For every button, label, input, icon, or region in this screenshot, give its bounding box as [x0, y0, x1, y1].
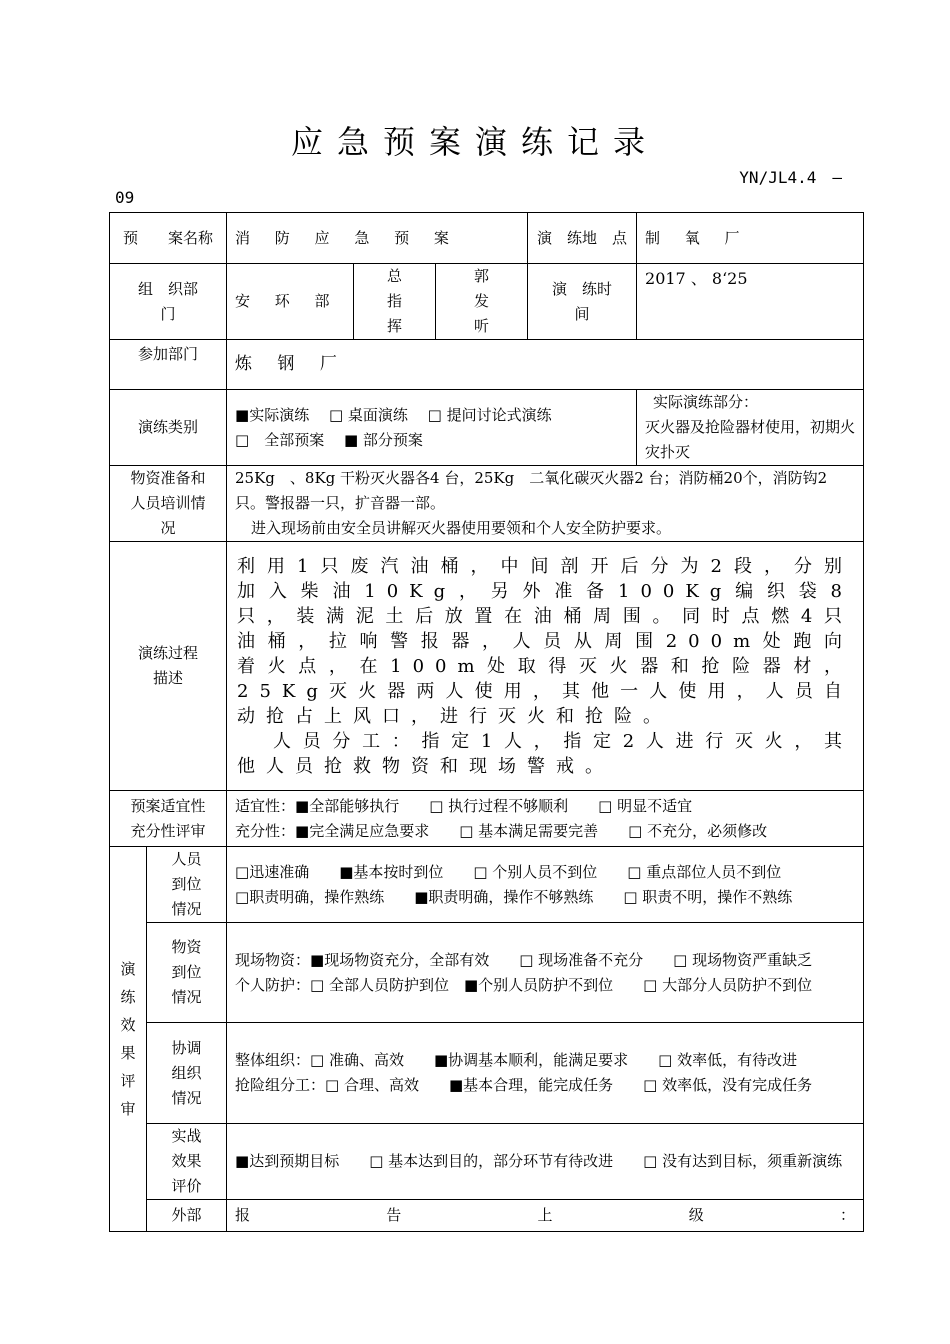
row-materials	[110, 923, 864, 1023]
preparation-label: 物资准备和人员培训情况	[110, 466, 227, 542]
drill-record-table	[109, 212, 864, 1232]
process-label: 演练过程描述	[110, 542, 227, 791]
time-value: 2017 、 8‘25	[637, 264, 864, 340]
external-char-5: ：	[839, 1206, 855, 1224]
process-para2: 人员分工：指定1人，指定2人进行灭火，其他人员抢救物资和现场警戒。	[237, 730, 854, 777]
row-participants	[110, 340, 864, 390]
preparation-line1: 25Kg 、8Kg 干粉灭火器各4 台，25Kg 二氧化碳灭火器2 台；消防桶20个，消防钩2 只。警报器一只，扩音器一部。	[235, 469, 828, 512]
participants-value: 炼 钢 厂	[227, 340, 864, 390]
external-value	[227, 1200, 864, 1232]
preparation-line2: 进入现场前由安全员讲解灭火器使用要领和个人安全防护要求。	[251, 519, 672, 537]
row-process	[110, 542, 864, 791]
site-value: 制 氧 厂	[637, 213, 864, 264]
materials-value	[227, 923, 864, 1023]
external-char-2: 告	[386, 1206, 402, 1224]
drill-type-options	[227, 390, 637, 466]
drill-part-title: 实际演练部分：	[653, 393, 759, 411]
external-label: 外部	[147, 1200, 227, 1232]
coordination-line2: 抢险组分工：□ 合理、高效 ■基本合理，能完成任务 □ 效率低，没有完成任务	[235, 1076, 813, 1094]
doc-number-suffix: 09	[115, 188, 135, 207]
drill-type-options-line1: ■实际演练 □ 桌面演练 □ 提问讨论式演练	[235, 405, 552, 424]
suitability-label: 预案适宜性充分性评审	[110, 791, 227, 847]
suitability-line1: 适宜性：■全部能够执行 □ 执行过程不够顺利 □ 明显不适宜	[235, 796, 693, 815]
row-staff	[110, 847, 864, 923]
effect-value: ■达到预期目标 □ 基本达到目的，部分环节有待改进 □ 没有达到目标，须重新演练	[227, 1124, 864, 1200]
staff-line2: □职责明确，操作熟练 ■职责明确，操作不够熟练 □ 职责不明，操作不熟练	[235, 887, 793, 906]
materials-line2: 个人防护：□ 全部人员防护到位 ■个别人员防护不到位 □ 大部分人员防护不到位	[235, 975, 813, 994]
evaluation-group-label: 演练效果评审	[110, 847, 147, 1232]
page-title: 应急预案演练记录	[290, 123, 659, 161]
staff-label: 人员到位情况	[147, 847, 227, 923]
coordination-value	[227, 1023, 864, 1124]
plan-name-label: 预 案名称	[110, 213, 227, 264]
row-org	[110, 264, 864, 340]
time-label: 演 练时 间	[528, 264, 637, 340]
materials-line1: 现场物资：■现场物资充分，全部有效 □ 现场准备不充分 □ 现场物资严重缺乏	[235, 950, 813, 969]
participants-label: 参加部门	[110, 340, 227, 390]
row-effect	[110, 1124, 864, 1200]
row-plan	[110, 213, 864, 264]
external-char-3: 上	[537, 1206, 553, 1224]
drill-part-value: 灭火器及抢险器材使用，初期火灾扑灭	[645, 418, 856, 461]
doc-number: YN/JL4.4 —	[739, 168, 842, 187]
staff-line1: □迅速准确 ■基本按时到位 □ 个别人员不到位 □ 重点部位人员不到位	[235, 862, 782, 881]
staff-value	[227, 847, 864, 923]
external-char-4: 级	[688, 1206, 704, 1224]
org-value: 安 环 部	[227, 264, 354, 340]
preparation-value	[227, 466, 864, 542]
row-preparation	[110, 466, 864, 542]
external-char-1: 报	[235, 1206, 251, 1224]
row-type	[110, 390, 864, 466]
plan-name-value: 消 防 应 急 预 案	[227, 213, 528, 264]
row-suitability	[110, 791, 864, 847]
materials-label: 物资到位情况	[147, 923, 227, 1023]
org-label: 组 织部 门	[110, 264, 227, 340]
commander-value: 郭发听	[436, 264, 528, 340]
suitability-value	[227, 791, 864, 847]
site-label: 演 练地 点	[528, 213, 637, 264]
suitability-line2: 充分性：■完全满足应急要求 □ 基本满足需要完善 □ 不充分，必须修改	[235, 821, 768, 840]
coordination-line1: 整体组织：□ 准确、高效 ■协调基本顺利，能满足要求 □ 效率低，有待改进	[235, 1051, 798, 1069]
row-external	[110, 1200, 864, 1232]
process-para1: 利用1只废汽油桶，中间剖开后分为2段，分别加入柴油10Kg，另外准备100Kg编织袋8只，装满泥土后放置在油桶周围。同时点燃4只油桶，拉响警报器，人员从周围200m处跑向着火点，在100m处取得灭火器和抢险器材，25Kg灭火器两人使用，其他一人使用，人员自动抢占上风口，进行灭火和抢险。	[237, 555, 854, 727]
drill-part	[637, 390, 864, 466]
row-coordination	[110, 1023, 864, 1124]
process-description	[227, 542, 864, 791]
drill-type-options-line2: □ 全部预案 ■ 部分预案	[235, 430, 423, 449]
coordination-label: 协调组织情况	[147, 1023, 227, 1124]
commander-label: 总指挥	[354, 264, 436, 340]
drill-type-label: 演练类别	[110, 390, 227, 466]
effect-label: 实战效果评价	[147, 1124, 227, 1200]
